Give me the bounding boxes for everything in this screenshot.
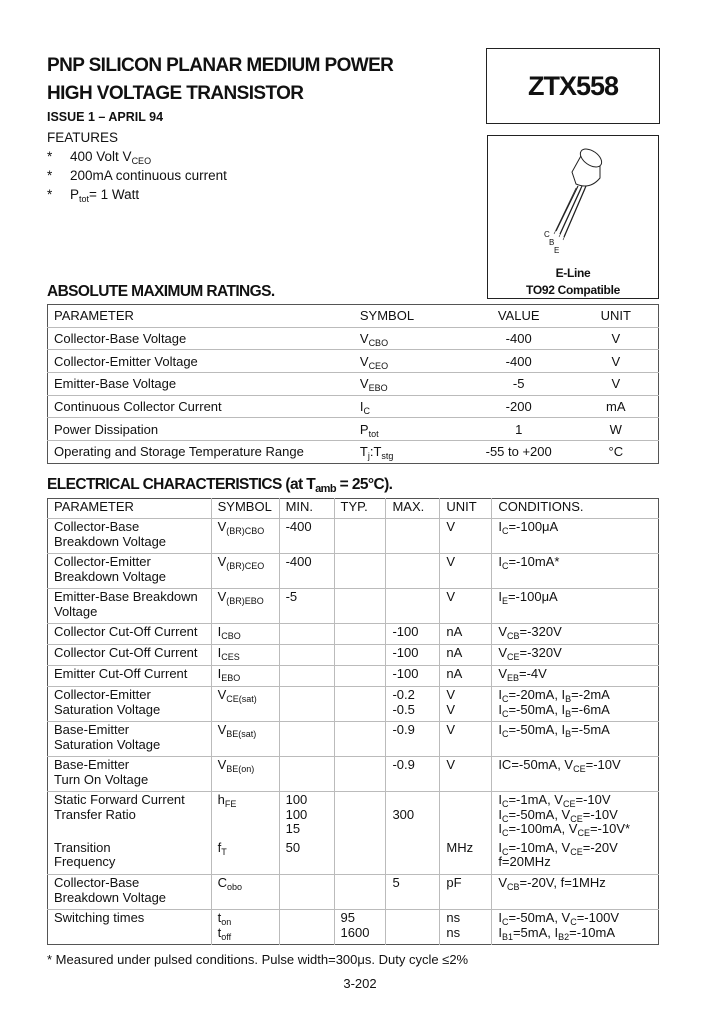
- title-line-1: PNP SILICON PLANAR MEDIUM POWER: [47, 55, 394, 76]
- features-heading: FEATURES: [47, 130, 119, 145]
- feature-item: * $P_{tot}= 1$ Watt: [47, 187, 140, 204]
- table-row: Collector-Emitter Voltage $V_{CEO}$ -400 V: [48, 350, 659, 373]
- table-row: Collector-Emitter Breakdown Voltage $V_{(BR)CEO}$ -400 V $I_C=-10mA*$: [48, 554, 659, 589]
- abs-max-table: [47, 304, 659, 464]
- title-line-2: HIGH VOLTAGE TRANSISTOR: [47, 83, 304, 104]
- feature-item: * 400 Volt $V_{CEO}$: [47, 149, 152, 166]
- part-number-box: [486, 48, 660, 124]
- pin-labels: C B E: [544, 230, 560, 255]
- table-row: Transition Frequency $f_T$ 50 MHz $I_C=-10mA$, $V_{CE}=-20V$ f=20MHz: [48, 840, 659, 875]
- table-row: Base-Emitter Saturation Voltage $V_{BE(sat)}$ -0.9 V $I_C=-50mA$, $I_B=-5mA$: [48, 722, 659, 757]
- abs-max-heading: ABSOLUTE MAXIMUM RATINGS.: [47, 283, 275, 300]
- elec-table-wrap: [47, 498, 659, 945]
- table-row: Collector Cut-Off Current $I_{CBO}$ -100 nA $V_{CB}=-320V$: [48, 624, 659, 645]
- table-row: Static Forward Current Transfer Ratio $h_{FE}$ 100 100 15 300 $I_C=-1mA$, $V_{CE}=-10V$ $I_C=-50mA$, $V_{CE}=-10V$ $I_C=-100mA$, $V_{CE}=-10V*$: [48, 792, 659, 840]
- page-number: 3-202: [343, 976, 377, 991]
- transistor-package-icon: [488, 136, 658, 261]
- table-row: Emitter-Base Breakdown Voltage $V_{(BR)EBO}$ -5 V $I_E=-100\mu A$: [48, 589, 659, 624]
- table-header-row: PARAMETER SYMBOL VALUE UNIT: [54, 308, 631, 324]
- table-row: Collector-Base Breakdown Voltage $V_{(BR)CBO}$ -400 V $I_C=-100\mu A$: [48, 519, 659, 554]
- abs-max-table-wrap: [47, 304, 659, 464]
- table-header-row: PARAMETER SYMBOL MIN. TYP. MAX. UNIT CONDITIONS.: [48, 499, 659, 519]
- table-row: Collector-Base Breakdown Voltage $C_{obo}$ 5 pF $V_{CB}=-20V$, f=1MHz: [48, 875, 659, 910]
- table-row: Collector-Emitter Saturation Voltage $V_{CE(sat)}$ -0.2 -0.5 V V $I_C=-20mA$, $I_B=-2mA$ $I_C=-50mA$, $I_B=-6mA$: [48, 687, 659, 722]
- elec-table: [47, 498, 659, 945]
- feature-item: * 200mA continuous current: [47, 168, 227, 183]
- table-row: Base-Emitter Turn On Voltage $V_{BE(on)}$ -0.9 V IC=-50mA, $V_{CE}=-10V$: [48, 757, 659, 792]
- package-compat: TO92 Compatible: [526, 283, 620, 297]
- table-row: Operating and Storage Temperature Range $T_j:T_{stg}$ -55 to +200 °C: [48, 441, 659, 464]
- package-name: E-Line: [555, 266, 591, 280]
- table-row: Collector Cut-Off Current $I_{CES}$ -100 nA $V_{CE}=-320V$: [48, 645, 659, 666]
- footnote: * Measured under pulsed conditions. Pulse width=300μs. Duty cycle ≤2%: [47, 952, 469, 967]
- table-row: Power Dissipation $P_{tot}$ 1 W: [48, 418, 659, 441]
- features-section: [47, 128, 227, 204]
- elec-heading: ELECTRICAL CHARACTERISTICS (at $T_{amb} = 25^\circ C$).: [47, 476, 393, 495]
- package-box: [487, 135, 659, 299]
- issue-label: ISSUE 1 – APRIL 94: [47, 110, 164, 124]
- table-row: Collector-Base Voltage $V_{CBO}$ -400 V: [48, 327, 659, 350]
- table-row: Continuous Collector Current $I_C$ -200 mA: [48, 395, 659, 418]
- table-row: Switching times $t_{on}$ $t_{off}$ 95 1600 ns ns $I_C=-50mA$, $V_C=-100V$ $I_{B1}=5mA$, $I_{B2}=-10mA$: [48, 910, 659, 945]
- table-row: Emitter-Base Voltage $V_{EBO}$ -5 V: [48, 373, 659, 396]
- table-row: Emitter Cut-Off Current $I_{EBO}$ -100 nA $V_{EB}=-4V$: [48, 666, 659, 687]
- part-number: ZTX558: [527, 71, 619, 101]
